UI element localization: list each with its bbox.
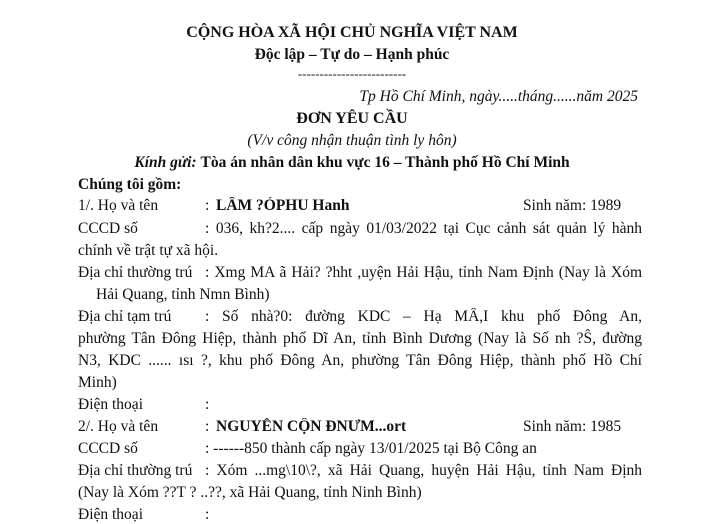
person1-phone-label: Điện thoại bbox=[78, 396, 143, 413]
person1-permanent-line1: : Xmg MA ã Hải? ?hht ,uyện Hải Hậu, tỉnh Nam Định (Nay là Xóm bbox=[205, 264, 642, 281]
person2-phone-value: : bbox=[205, 506, 210, 523]
person1-name-label: 1/. Họ và tên bbox=[78, 197, 159, 214]
document-subject: (V/v công nhận thuận tình ly hôn) bbox=[247, 132, 457, 149]
person1-id-label: CCCD số bbox=[78, 220, 138, 237]
person2-permanent-line1: : Xóm ...mg\10\?, xã Hải Quang, huyện Hải Hậu, tỉnh Nam Định bbox=[205, 462, 642, 479]
person1-permanent-label: Địa chỉ thường trú bbox=[78, 264, 193, 281]
person2-id-label: CCCD số bbox=[78, 440, 138, 457]
person2-birth-year: Sinh năm: 1985 bbox=[523, 418, 622, 435]
person2-id-line: : ------850 thành cấp ngày 13/01/2025 tại Bộ Công an bbox=[205, 440, 537, 457]
person1-phone-value: : bbox=[205, 396, 210, 413]
person1-birth-year: Sinh năm: 1989 bbox=[523, 197, 622, 214]
person1-temporary-label: Địa chỉ tạm trú bbox=[78, 308, 172, 325]
person2-phone-label: Điện thoại bbox=[78, 506, 143, 523]
person1-temporary-line2: phường Tân Đông Hiệp, thành phố Dĩ An, tỉnh Bình Dương (Nay là Số nh ?Ŝ, đường bbox=[78, 330, 642, 347]
colon: : bbox=[205, 197, 210, 214]
person1-id-line1: : 036, kh?2.... cấp ngày 01/03/2022 tại Cục cảnh sát quản lý hành bbox=[205, 220, 642, 237]
person1-permanent-line2: Hải Quang, tỉnh Nmn Bình) bbox=[96, 286, 270, 303]
place-date: Tp Hồ Chí Minh, ngày.....tháng......năm 2025 bbox=[359, 88, 638, 105]
person1-id-line2: chính về trật tự xã hội. bbox=[78, 242, 219, 259]
document-title: ĐƠN YÊU CẦU bbox=[296, 110, 408, 127]
person2-permanent-line2: (Nay là Xóm ??T ? ..??, xã Hải Quang, tỉnh Ninh Bình) bbox=[78, 484, 422, 501]
recipient-value: Tòa án nhân dân khu vực 16 – Thành phố Hồ Chí Minh bbox=[200, 154, 570, 171]
header-divider: ------------------------- bbox=[297, 66, 407, 81]
person1-temporary-line3: N3, KDC ...... ısı ?, khu phố Đông An, phường Tân Đông Hiệp, thành phố Hồ Chí bbox=[78, 352, 642, 369]
recipient-label: Kính gửi: bbox=[134, 154, 197, 171]
person2-name: NGUYỄN CỘN ĐNƯM...ort bbox=[216, 418, 407, 435]
person2-permanent-label: Địa chỉ thường trú bbox=[78, 462, 193, 479]
recipient-line bbox=[0, 154, 704, 172]
person1-temporary-line1: : Số nhà?0: đường KDC – Hạ MÂ,I khu phố Đông An, bbox=[205, 308, 642, 325]
colon: : bbox=[205, 418, 210, 435]
person1-name: LÂM ?ÓPHU Hanh bbox=[216, 197, 350, 214]
nation-heading: CỘNG HÒA XÃ HỘI CHỦ NGHĨA VIỆT NAM bbox=[186, 24, 518, 41]
person2-name-label: 2/. Họ và tên bbox=[78, 418, 159, 435]
intro-text: Chúng tôi gồm: bbox=[78, 176, 182, 193]
motto: Độc lập – Tự do – Hạnh phúc bbox=[254, 46, 450, 63]
person1-temporary-line4: Minh) bbox=[78, 374, 117, 391]
